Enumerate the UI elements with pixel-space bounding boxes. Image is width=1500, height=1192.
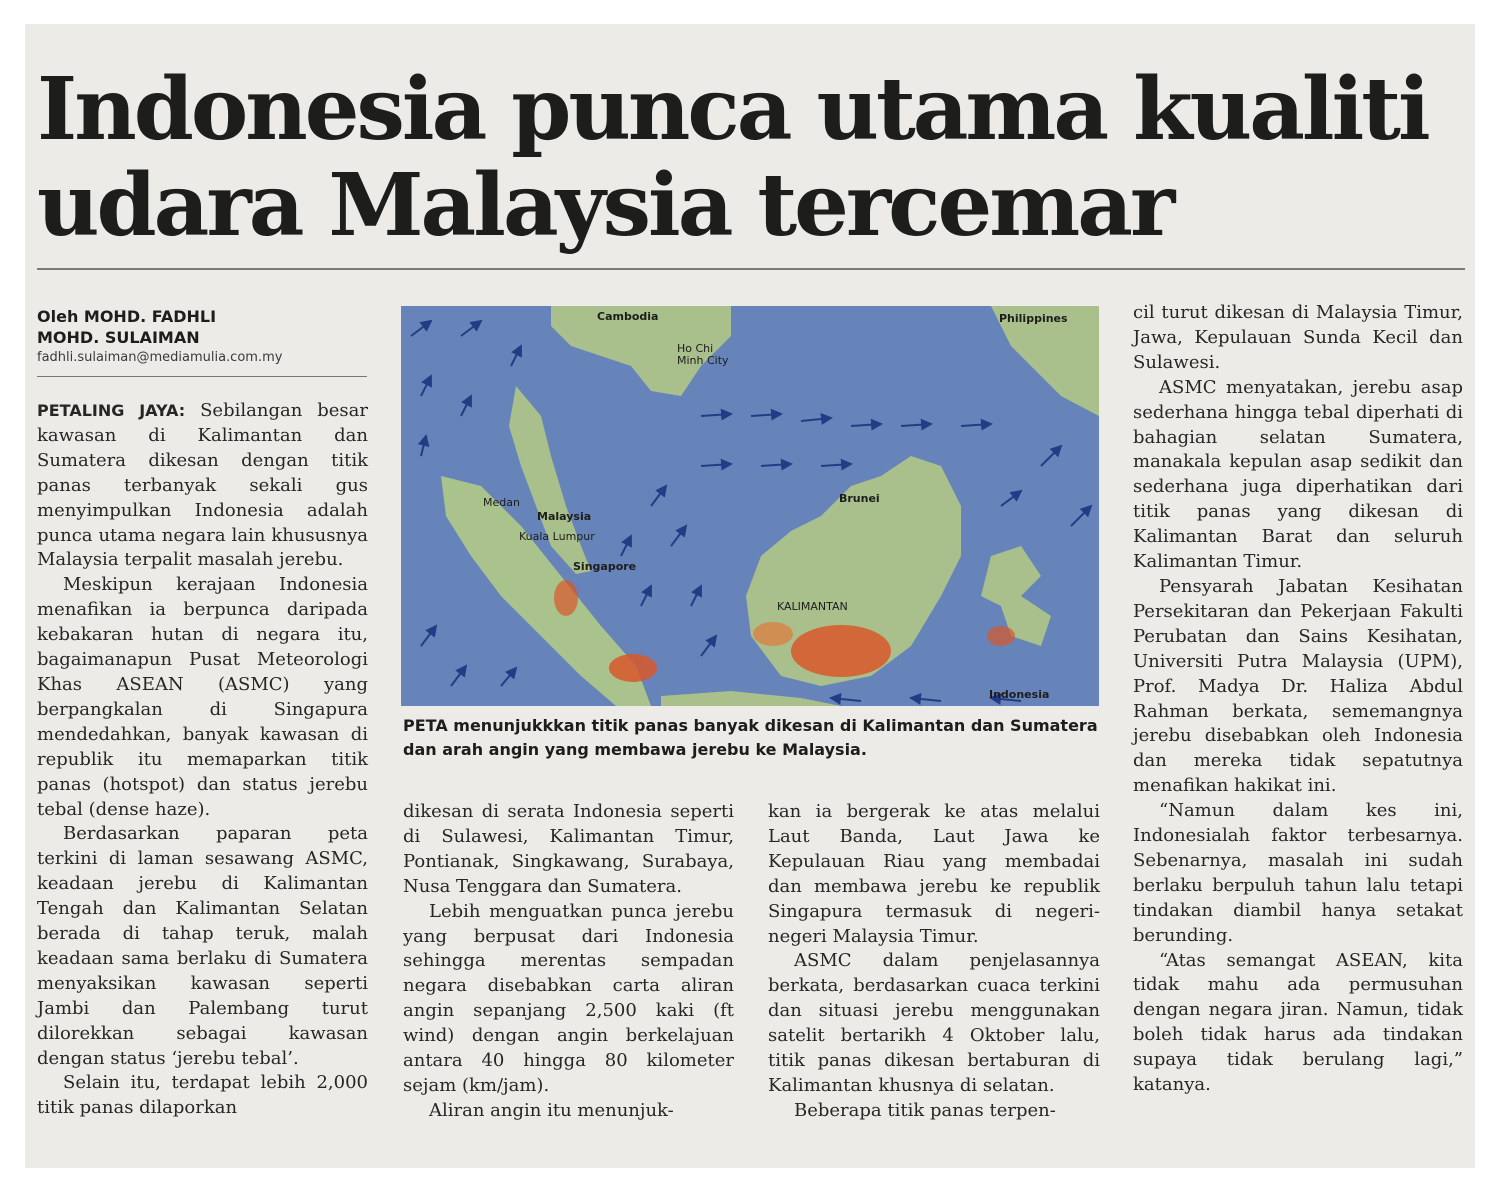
article-column-1 bbox=[37, 399, 368, 1121]
map-label-brunei: Brunei bbox=[839, 492, 880, 505]
dateline: PETALING JAYA: bbox=[37, 401, 186, 420]
paragraph: “Atas semangat ASEAN, kita tidak mahu ada permusuhan dengan negara jiran. Namun, tidak boleh tidak harus ada tindakan supaya tidak berulang lagi,” katanya. bbox=[1133, 949, 1463, 1096]
paragraph: Pensyarah Jabatan Kesihatan Persekitaran dan Pekerjaan Fakulti Perubatan dan Sains Kesihatan, Universiti Putra Malaysia (UPM), Prof. Madya Dr. Haliza Abdul Rahman berkata, sememangnya jerebu disebabkan oleh Indonesia dan mereka tidak sepatutnya menafikan hakikat ini. bbox=[1133, 575, 1463, 797]
hotspot-cluster-sumatra bbox=[609, 654, 657, 682]
byline-line-1: Oleh MOHD. FADHLI bbox=[37, 307, 217, 326]
map-label-malaysia: Malaysia bbox=[537, 510, 592, 523]
map-label-cambodia: Cambodia bbox=[597, 310, 659, 323]
map-label-indonesia: Indonesia bbox=[989, 688, 1050, 701]
paragraph: Selain itu, terdapat lebih 2,000 titik panas dilaporkan bbox=[37, 1072, 368, 1119]
paragraph: Aliran angin itu menunjuk- bbox=[429, 1099, 674, 1121]
paragraph: Berdasarkan paparan peta terkini di laman sesawang ASMC, keadaan jerebu di Kalimantan Tengah dan Kalimantan Selatan berada di tahap teruk, malah keadaan sama berlaku di Sumatera menyaksikan kawasan seperti Jambi dan Palembang turut dilorekkan sebagai kawasan dengan status ‘jerebu tebal’. bbox=[37, 823, 368, 1069]
map-caption: PETA menunjukkkan titik panas banyak dikesan di Kalimantan dan Sumatera dan arah angin yang membawa jerebu ke Malaysia. bbox=[403, 716, 1098, 759]
paragraph: Lebih menguatkan punca jerebu yang berpusat dari Indonesia sehingga merentas sempadan negara disebabkan carta aliran angin sepanjang 2,500 kaki (ft wind) dengan angin berkelajuan antara 40 hingga 80 kilometer sejam (km/jam). bbox=[403, 900, 734, 1096]
hotspot-cluster-jambi bbox=[554, 580, 578, 616]
paragraph: “Namun dalam kes ini, Indonesialah faktor terbesarnya. Sebenarnya, masalah ini sudah berlaku berpuluh tahun lalu tetapi tindakan diambil hanya setakat berunding. bbox=[1133, 800, 1463, 946]
article-column-4 bbox=[1133, 301, 1463, 1098]
map-label-kuala-lumpur: Kuala Lumpur bbox=[519, 530, 595, 543]
hotspot-cluster-kalimantan-west bbox=[753, 622, 793, 646]
paragraph: dikesan di serata Indonesia seperti di Sulawesi, Kalimantan Timur, Pontianak, Singkawang, Surabaya, Nusa Tenggara dan Sumatera. bbox=[403, 801, 734, 897]
article-column-2 bbox=[403, 800, 734, 1124]
paragraph: cil turut dikesan di Malaysia Timur, Jawa, Kepulauan Sunda Kecil dan Sulawesi. bbox=[1133, 302, 1463, 373]
headline-rule bbox=[37, 268, 1465, 270]
paragraph: ASMC dalam penjelasannya berkata, berdasarkan cuaca terkini dan situasi jerebu menggunakan satelit bertarikh 4 Oktober lalu, titik panas dikesan bertaburan di Kalimantan khusnya di selatan. bbox=[768, 950, 1100, 1096]
paragraph-text: Sebilangan besar kawasan di Kalimantan dan Sumatera dikesan dengan titik panas terbanyak sekali gus menyimpulkan Indonesia adalah punca utama negara lain khususnya Malaysia terpalit masalah jerebu. bbox=[37, 400, 368, 571]
author-email: fadhli.sulaiman@mediamulia.com.my bbox=[37, 350, 283, 365]
haze-map bbox=[401, 306, 1099, 706]
paragraph: ASMC menyatakan, jerebu asap sederhana hingga tebal diperhati di bahagian selatan Sumatera, manakala kepulan asap sedikit dan sederhana juga diperhatikan dari titik panas yang dikesan di Kalimantan Barat dan seluruh Kalimantan Timur. bbox=[1133, 376, 1463, 573]
map-label-medan: Medan bbox=[483, 496, 520, 509]
map-label-kalimantan: KALIMANTAN bbox=[777, 600, 848, 613]
byline-line-2: MOHD. SULAIMAN bbox=[37, 328, 200, 347]
map-label-ho-chi-minh: Ho Chi bbox=[677, 342, 714, 355]
paragraph bbox=[37, 399, 368, 573]
hotspot-cluster-kalimantan bbox=[791, 625, 891, 677]
map-label-singapore: Singapore bbox=[573, 560, 637, 573]
paragraph: Beberapa titik panas terpen- bbox=[794, 1099, 1056, 1121]
paragraph: kan ia bergerak ke atas melalui Laut Banda, Laut Jawa ke Kepulauan Riau yang membadai dan membawa jerebu ke republik Singapura termasuk di negeri-negeri Malaysia Timur. bbox=[768, 801, 1100, 947]
byline bbox=[37, 306, 372, 348]
byline-rule bbox=[37, 376, 367, 377]
hotspot-cluster-sulawesi bbox=[987, 626, 1015, 646]
headline: Indonesia punca utama kualiti udara Malaysia tercemar bbox=[37, 59, 1428, 256]
paragraph: Meskipun kerajaan Indonesia menafikan ia berpunca daripada kebakaran hutan di negara itu, bagaimanapun Pusat Meteorologi Khas ASEAN (ASMC) yang berpangkalan di Singapura mendedahkan, banyak kawasan di republik itu memaparkan titik panas (hotspot) dan status jerebu tebal (dense haze). bbox=[37, 574, 368, 820]
newspaper-page bbox=[25, 24, 1475, 1168]
map-label-ho-chi-minh-2: Minh City bbox=[677, 354, 729, 367]
article-column-3 bbox=[768, 800, 1100, 1124]
map-label-philippines: Philippines bbox=[999, 312, 1068, 325]
